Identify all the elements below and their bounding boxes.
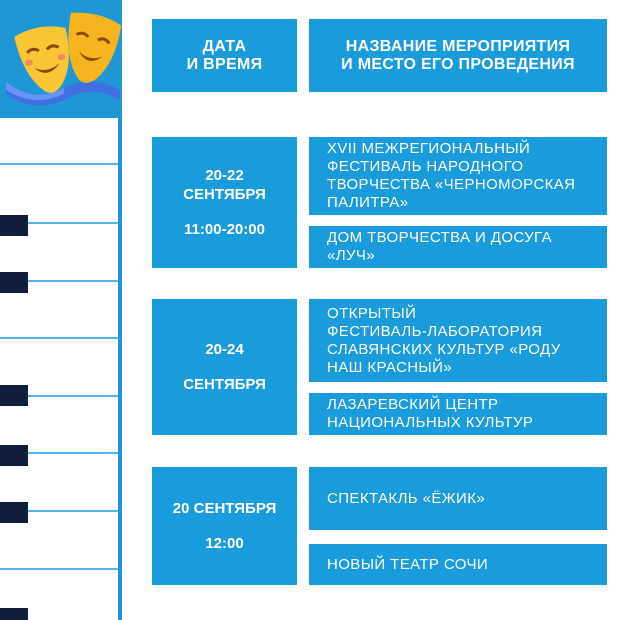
event-2-title: ОТКРЫТЫЙ ФЕСТИВАЛЬ-ЛАБОРАТОРИЯ СЛАВЯНСКИХ КУЛЬТУР «РОДУ НАШ КРАСНЫЙ» — [327, 304, 561, 376]
piano-decoration — [0, 0, 122, 620]
black-key — [0, 272, 28, 293]
event-1-venue: ДОМ ТВОРЧЕСТВА И ДОСУГА «ЛУЧ» — [327, 229, 552, 264]
header-event-venue-label: НАЗВАНИЕ МЕРОПРИЯТИЯ И МЕСТО ЕГО ПРОВЕДЕНИЯ — [341, 37, 575, 73]
theatre-masks-icon — [4, 8, 122, 112]
event-1-title-cell — [309, 137, 607, 215]
event-3-venue: НОВЫЙ ТЕАТР СОЧИ — [327, 555, 489, 573]
event-1-title: XVII МЕЖРЕГИОНАЛЬНЫЙ ФЕСТИВАЛЬ НАРОДНОГО ТВОРЧЕСТВА «ЧЕРНОМОРСКАЯ ПАЛИТРА» — [327, 140, 576, 211]
event-2-time: СЕНТЯБРЯ — [183, 376, 266, 393]
black-key — [0, 445, 28, 466]
event-2-date-cell — [152, 299, 297, 435]
event-1-date: 20-22 СЕНТЯБРЯ — [183, 167, 266, 203]
event-3-venue-cell — [309, 544, 607, 585]
event-3-time: 12:00 — [205, 535, 244, 552]
key-line — [0, 163, 118, 165]
black-key — [0, 385, 28, 406]
event-3-title: СПЕКТАКЛЬ «ЁЖИК» — [327, 489, 486, 507]
event-2-venue-cell — [309, 393, 607, 435]
event-3-date-cell — [152, 467, 297, 585]
header-date-time-label: ДАТА И ВРЕМЯ — [186, 37, 263, 73]
event-2-title-cell — [309, 299, 607, 382]
key-line — [0, 337, 118, 339]
event-1-venue-cell — [309, 226, 607, 268]
key-line — [0, 568, 118, 570]
black-key — [0, 502, 28, 523]
event-2-date: 20-24 — [205, 341, 244, 358]
event-2-venue: ЛАЗАРЕВСКИЙ ЦЕНТР НАЦИОНАЛЬНЫХ КУЛЬТУР — [327, 396, 534, 431]
black-key — [0, 215, 28, 236]
black-key — [0, 608, 28, 620]
event-3-title-cell — [309, 467, 607, 530]
event-3-date: 20 СЕНТЯБРЯ — [172, 500, 277, 517]
header-event-venue — [309, 19, 607, 92]
header-date-time — [152, 19, 297, 92]
event-1-date-cell — [152, 137, 297, 268]
event-1-time: 11:00-20:00 — [184, 221, 265, 238]
